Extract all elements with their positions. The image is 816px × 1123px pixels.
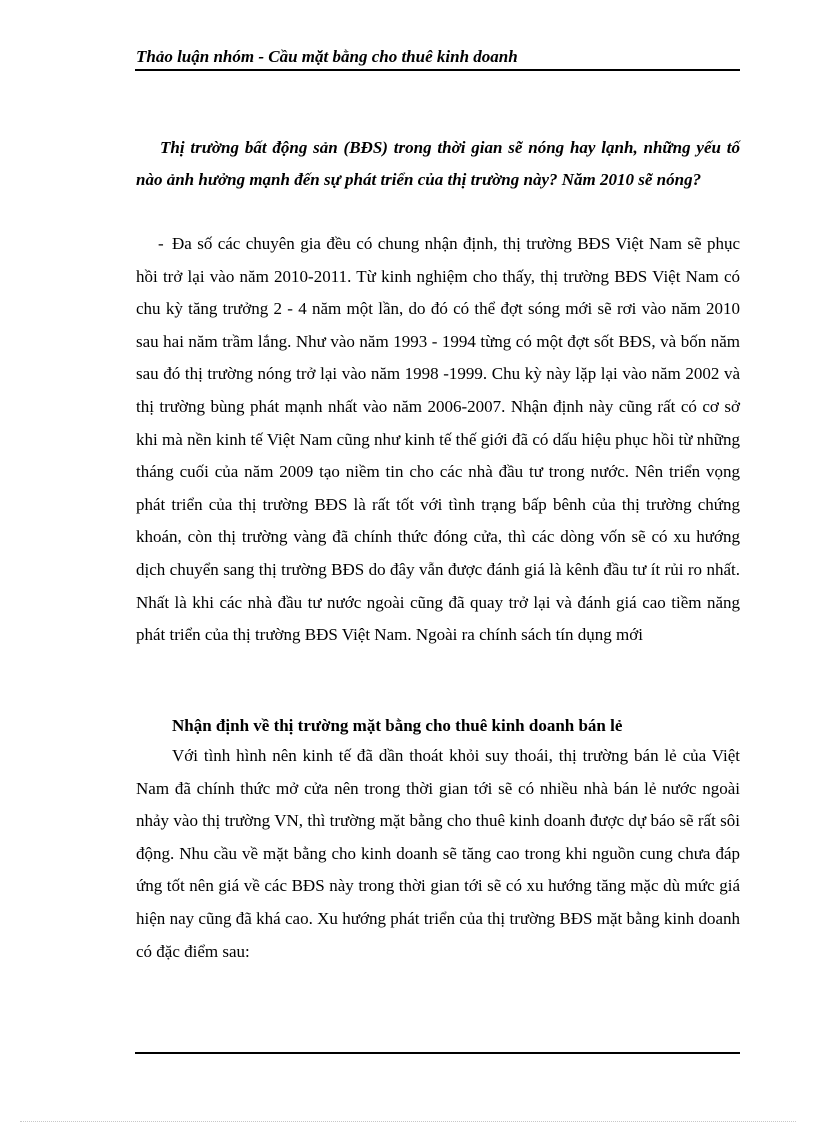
footer-divider [135,1052,740,1054]
page-header-title: Thảo luận nhóm - Cầu mặt bằng cho thuê kinh doanh [136,47,518,66]
question-heading: Thị trường bất động sản (BĐS) trong thời gian sẽ nóng hay lạnh, những yếu tố nào ảnh hưởng mạnh đến sự phát triển của thị trường này? Năm 2010 sẽ nóng? [136,138,740,189]
section-heading: Nhận định về thị trường mặt bằng cho thuê kinh doanh bán lẻ [172,716,623,735]
paragraph-market-recovery [136,228,740,652]
header-divider [135,69,740,71]
paragraph-text: Đa số các chuyên gia đều có chung nhận định, thị trường BĐS Việt Nam sẽ phục hồi trở lại vào năm 2010-2011. Từ kinh nghiệm cho thấy, thị trường BĐS Việt Nam có chu kỳ tăng trưởng 2 - 4 năm một lần, do đó có thể đợt sóng mới sẽ rơi vào năm 2010 sau hai năm trầm lắng. Như vào năm 1993 - 1994 từng có một đợt sốt BĐS, và bốn năm sau đó thị trường nóng trở lại vào năm 1998 -1999. Chu kỳ này lặp lại vào năm 2002 và thị trường bùng phát mạnh nhất vào năm 2006-2007. Nhận định này cũng rất có cơ sở khi mà nền kinh tế Việt Nam cũng như kinh tế thế giới đã có dấu hiệu phục hồi từ những tháng cuối của năm 2009 tạo niềm tin cho các nhà đầu tư trong nước. Nên triển vọng phát triển của thị trường BĐS là rất tốt với tình trạng bấp bênh của thị trường chứng khoán, còn thị trường vàng đã chính thức đóng cửa, thì các dòng vốn sẽ có xu hướng dịch chuyển sang thị trường BĐS do đây vẫn được đánh giá là kênh đầu tư ít rủi ro nhất. Nhất là khi các nhà đầu tư nước ngoài cũng đã quay trở lại và đánh giá cao tiềm năng phát triển của thị trường BĐS Việt Nam. Ngoài ra chính sách tín dụng mới [136,234,740,645]
bullet-dash: - [158,234,164,253]
paragraph-retail-outlook: Với tình hình nên kinh tế đã dần thoát khỏi suy thoái, thị trường bán lẻ của Việt Nam đã chính thức mở cửa nên trong thời gian tới sẽ có nhiều nhà bán lẻ nước ngoài nhảy vào thị trường VN, thì trường mặt bằng cho thuê kinh doanh được dự báo sẽ rất sôi động. Nhu cầu về mặt bằng cho kinh doanh sẽ tăng cao trong khi nguồn cung chưa đáp ứng tốt nên giá về các BĐS này trong thời gian tới sẽ có xu hướng tăng mặc dù mức giá hiện nay cũng đã khá cao. Xu hướng phát triển của thị trường BĐS mặt bằng kinh doanh có đặc điểm sau: [136,746,740,961]
page-boundary [20,1121,796,1122]
